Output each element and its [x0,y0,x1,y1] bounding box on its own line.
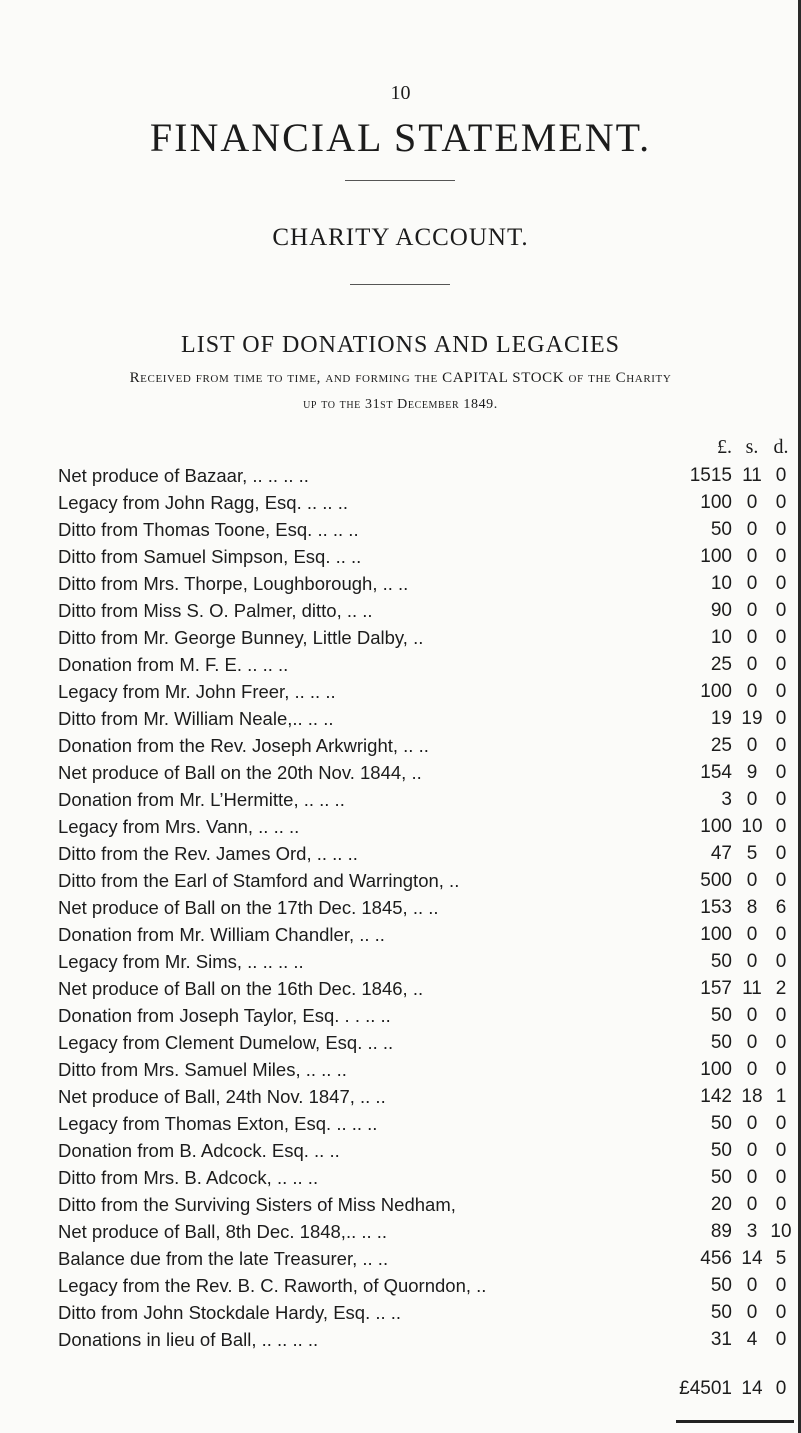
list-item [0,1057,801,1084]
entry-shillings: 3 [746,1221,758,1242]
entry-pence: 0 [775,1302,787,1323]
entry-shillings: 0 [746,1032,758,1053]
entry-description: Net produce of Ball, 24th Nov. 1847, .. .. [58,1086,386,1107]
entry-pence: 0 [775,843,787,864]
entry-pounds: 154 [700,762,732,783]
entry-pence: 0 [775,681,787,702]
entry-description: Net produce of Ball on the 20th Nov. 1844, .. [58,762,422,783]
entry-description: Ditto from Mrs. B. Adcock, .. .. .. [58,1167,319,1188]
entry-shillings: 0 [746,681,758,702]
entry-pence: 0 [775,816,787,837]
list-item [0,679,801,706]
entry-pence: 1 [775,1086,787,1107]
list-item [0,1273,801,1300]
entry-description: Ditto from Thomas Toone, Esq. .. .. .. [58,519,359,540]
entry-shillings: 4 [746,1329,758,1350]
entry-pounds: 100 [700,1059,732,1080]
entry-pence: 0 [775,519,787,540]
list-item [0,760,801,787]
entry-pence: 0 [775,465,787,486]
entry-description: Donation from Mr. William Chandler, .. .. [58,924,385,945]
entry-description: Ditto from Mr. George Bunney, Little Dalby, .. [58,627,424,648]
entry-description: Legacy from Mrs. Vann, .. .. .. [58,816,300,837]
entry-pounds: 50 [710,1275,732,1296]
entry-description: Net produce of Ball on the 16th Dec. 1846, .. [58,978,424,999]
entry-shillings: 0 [746,627,758,648]
entry-description: Ditto from the Surviving Sisters of Miss Nedham, [58,1194,456,1215]
list-item [0,625,801,652]
total-pence: 0 [775,1378,787,1399]
entry-shillings: 0 [746,573,758,594]
entry-pounds: 50 [710,519,732,540]
entry-pence: 0 [775,1113,787,1134]
entry-pounds: 456 [700,1248,732,1269]
entry-pence: 0 [775,1275,787,1296]
entry-pounds: 25 [710,735,732,756]
entry-pence: 0 [775,573,787,594]
entry-shillings: 0 [746,1059,758,1080]
entry-shillings: 0 [746,1167,758,1188]
entry-pence: 0 [775,870,787,891]
entry-shillings: 0 [746,789,758,810]
entry-shillings: 19 [741,708,763,729]
entry-pounds: 10 [710,627,732,648]
entry-pence: 0 [775,1167,787,1188]
entry-pence: 0 [775,600,787,621]
entry-shillings: 11 [742,978,762,999]
entry-shillings: 0 [746,951,758,972]
entry-description: Donation from M. F. E. .. .. .. [58,654,289,675]
list-item [0,1030,801,1057]
entry-description: Legacy from Thomas Exton, Esq. .. .. .. [58,1113,378,1134]
entry-pounds: 50 [710,1113,732,1134]
list-item [0,1192,801,1219]
entry-pounds: 19 [710,708,732,729]
pence-header: d. [773,436,789,458]
entry-description: Ditto from Samuel Simpson, Esq. .. .. [58,546,362,567]
entry-pounds: 31 [710,1329,732,1350]
entry-pounds: 500 [700,870,732,891]
list-item [0,922,801,949]
received-line-2: up to the 31st December 1849. [303,397,498,412]
entry-shillings: 9 [746,762,758,783]
entry-shillings: 0 [746,735,758,756]
entry-pence: 0 [775,1140,787,1161]
entry-shillings: 0 [746,1302,758,1323]
page-number: 10 [390,82,411,104]
total-underline [676,1420,794,1423]
total-shillings: 14 [741,1378,763,1399]
entry-pence: 0 [775,546,787,567]
entry-description: Ditto from the Rev. James Ord, .. .. .. [58,843,358,864]
entry-shillings: 0 [746,654,758,675]
list-item [0,1246,801,1273]
entry-pence: 0 [775,627,787,648]
entry-pence: 0 [775,708,787,729]
entry-description: Donation from the Rev. Joseph Arkwright, .. .. [58,735,429,756]
entry-description: Net produce of Ball on the 17th Dec. 1845, .. .. [58,897,439,918]
entry-pounds: 157 [700,978,732,999]
entry-shillings: 0 [746,1275,758,1296]
list-item [0,841,801,868]
entry-description: Ditto from Mrs. Samuel Miles, .. .. .. [58,1059,347,1080]
entry-pounds: 20 [710,1194,732,1215]
divider [350,284,450,285]
list-item [0,652,801,679]
entry-shillings: 10 [741,816,763,837]
entry-shillings: 0 [746,870,758,891]
entry-pounds: 50 [710,1140,732,1161]
entry-pence: 10 [770,1221,792,1242]
list-item [0,517,801,544]
entry-shillings: 0 [746,519,758,540]
entry-pounds: 50 [710,1032,732,1053]
list-item [0,787,801,814]
entry-pounds: 153 [700,897,732,918]
entry-shillings: 11 [742,465,762,486]
pounds-header: £. [717,436,732,458]
list-item [0,463,801,490]
entry-pence: 0 [775,789,787,810]
entry-pence: 0 [775,492,787,513]
entry-description: Donation from Mr. L’Hermitte, .. .. .. [58,789,345,810]
entry-shillings: 0 [746,1194,758,1215]
entry-pounds: 100 [700,816,732,837]
list-item [0,1111,801,1138]
entry-pounds: 50 [710,1302,732,1323]
list-title: LIST OF DONATIONS AND LEGACIES [181,332,620,358]
entry-shillings: 8 [746,897,758,918]
list-item [0,1327,801,1354]
entry-description: Legacy from Clement Dumelow, Esq. .. .. [58,1032,394,1053]
entry-pounds: 1515 [689,465,732,486]
entry-pounds: 25 [710,654,732,675]
divider [345,180,455,181]
entry-description: Balance due from the late Treasurer, .. .. [58,1248,389,1269]
entry-pence: 0 [775,762,787,783]
entries-list [0,463,801,1354]
entry-pounds: 47 [710,843,732,864]
section-title: CHARITY ACCOUNT. [272,224,529,251]
entry-pence: 0 [775,735,787,756]
entry-pence: 5 [775,1248,787,1269]
entry-description: Ditto from the Earl of Stamford and Warrington, .. [58,870,460,891]
entry-shillings: 0 [746,546,758,567]
entry-shillings: 0 [746,1005,758,1026]
entry-shillings: 0 [746,1140,758,1161]
list-item [0,706,801,733]
entry-description: Donations in lieu of Ball, .. .. .. .. [58,1329,319,1350]
entry-pence: 0 [775,1329,787,1350]
entry-description: Ditto from Mrs. Thorpe, Loughborough, .. .. [58,573,409,594]
list-item [0,895,801,922]
entry-description: Net produce of Ball, 8th Dec. 1848,.. .. .. [58,1221,388,1242]
list-item [0,1003,801,1030]
list-item [0,544,801,571]
list-item [0,571,801,598]
entry-pence: 6 [775,897,787,918]
entry-pounds: 100 [700,681,732,702]
entry-pounds: 50 [710,1005,732,1026]
entry-pence: 0 [775,924,787,945]
entry-pounds: 50 [710,951,732,972]
list-item [0,814,801,841]
entry-description: Legacy from Mr. John Freer, .. .. .. [58,681,336,702]
entry-description: Ditto from Miss S. O. Palmer, ditto, .. .. [58,600,373,621]
entry-pounds: 10 [710,573,732,594]
received-line-1: Received from time to time, and forming the CAPITAL STOCK of the Charity [129,370,672,386]
entry-pounds: 100 [700,924,732,945]
entry-pounds: 89 [710,1221,732,1242]
entry-shillings: 0 [746,1113,758,1134]
entry-pence: 0 [775,1032,787,1053]
entry-description: Donation from Joseph Taylor, Esq. . . .. .. [58,1005,391,1026]
entry-pounds: 100 [700,546,732,567]
entry-description: Legacy from John Ragg, Esq. .. .. .. [58,492,348,513]
entry-pence: 0 [775,1059,787,1080]
entry-pence: 0 [775,951,787,972]
entry-shillings: 14 [741,1248,763,1269]
entry-description: Ditto from John Stockdale Hardy, Esq. .. .. [58,1302,402,1323]
entry-shillings: 0 [746,492,758,513]
list-item [0,1138,801,1165]
entry-pounds: 50 [710,1167,732,1188]
entry-description: Legacy from the Rev. B. C. Raworth, of Quorndon, .. [58,1275,487,1296]
list-item [0,733,801,760]
list-item [0,976,801,1003]
entry-pence: 2 [775,978,787,999]
entry-description: Legacy from Mr. Sims, .. .. .. .. [58,951,304,972]
list-item [0,1084,801,1111]
page-title: FINANCIAL STATEMENT. [149,115,652,160]
list-item [0,868,801,895]
total-pounds: £4501 [679,1378,732,1399]
entry-pence: 0 [775,1005,787,1026]
entry-description: Donation from B. Adcock. Esq. .. .. [58,1140,340,1161]
entry-pounds: 90 [710,600,732,621]
list-item [0,598,801,625]
entry-pence: 0 [775,1194,787,1215]
entry-shillings: 0 [746,600,758,621]
entry-shillings: 5 [746,843,758,864]
entry-pence: 0 [775,654,787,675]
list-item [0,1165,801,1192]
list-item [0,1219,801,1246]
shillings-header: s. [745,436,759,458]
entry-pounds: 100 [700,492,732,513]
list-item [0,490,801,517]
entry-pounds: 142 [700,1086,732,1107]
entry-shillings: 0 [746,924,758,945]
list-item [0,1300,801,1327]
entry-shillings: 18 [741,1086,763,1107]
column-headers [0,436,801,462]
entry-description: Ditto from Mr. William Neale,.. .. .. [58,708,334,729]
list-item [0,949,801,976]
entry-pounds: 3 [721,789,732,810]
entry-description: Net produce of Bazaar, .. .. .. .. [58,465,309,486]
